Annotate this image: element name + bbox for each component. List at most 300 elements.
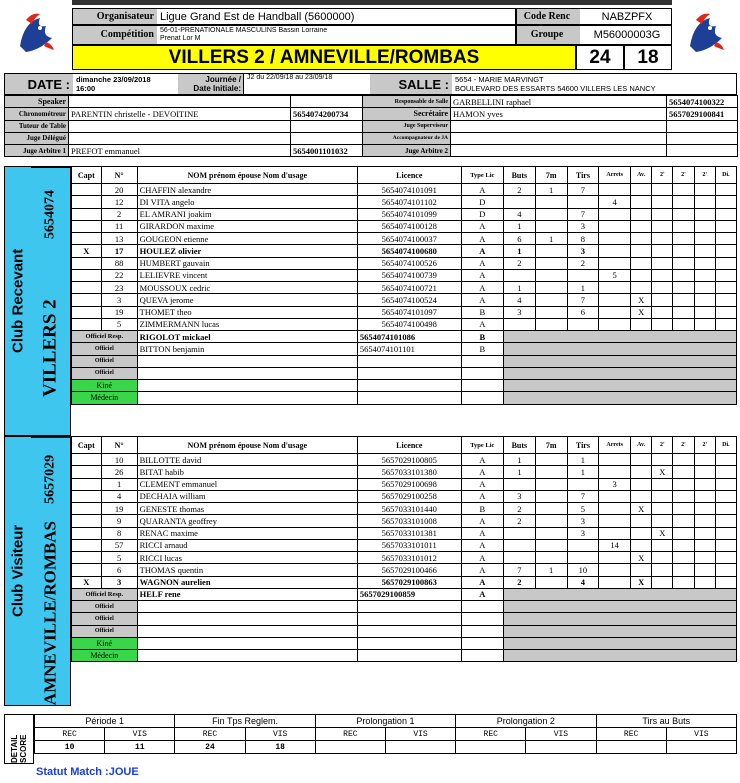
- home-player-name: HOULEZ olivier: [137, 245, 357, 257]
- away-player-name: RICCI lucas: [137, 552, 357, 564]
- home-player-m7: 1: [535, 233, 567, 245]
- home-player-type: A: [461, 220, 503, 232]
- home-kine-blank: [504, 380, 737, 392]
- home-player-d2: [673, 233, 694, 245]
- home-player-buts: 2: [504, 184, 536, 196]
- home-player-av: [631, 282, 652, 294]
- home-col-tirs: Tirs: [567, 167, 599, 184]
- home-col-arrets: Arrets: [599, 167, 631, 184]
- away-player-name: QUARANTA geoffrey: [137, 515, 357, 527]
- home-col-capt: Capt: [72, 167, 102, 184]
- away-player-av: [631, 564, 652, 576]
- away-staff-licence: [357, 625, 461, 637]
- groupe-row: [516, 25, 672, 45]
- home-player-row: [72, 306, 737, 318]
- away-player-capt: [72, 564, 102, 576]
- home-medecin-licence: [357, 392, 461, 404]
- accompagnateur-label: Accompagnateur de JA: [363, 132, 451, 144]
- away-player-m7: [535, 490, 567, 502]
- home-player-num: 2: [101, 208, 137, 220]
- home-player-di: [715, 245, 736, 257]
- away-player-d2: [673, 564, 694, 576]
- home-player-name: LELIEVRE vincent: [137, 269, 357, 281]
- away-player-di: [715, 576, 736, 588]
- away-player-type: A: [461, 552, 503, 564]
- home-col-di: Di.: [715, 167, 736, 184]
- away-player-av: [631, 515, 652, 527]
- home-player-arrets: [599, 257, 631, 269]
- competition-label: Compétition: [73, 26, 157, 44]
- home-kine-type: [461, 380, 503, 392]
- away-staff-row: [72, 588, 737, 600]
- away-player-d2: [673, 478, 694, 490]
- away-player-tirs: [567, 478, 599, 490]
- match-title: VILLERS 2 / AMNEVILLE/ROMBAS: [168, 46, 480, 68]
- home-player-di: [715, 184, 736, 196]
- away-player-buts: 3: [504, 490, 536, 502]
- away-staff-row: [72, 625, 737, 637]
- home-player-d2: [673, 245, 694, 257]
- home-player-d3: [694, 318, 715, 330]
- home-player-d2: [673, 257, 694, 269]
- home-player-d1: [652, 294, 673, 306]
- chrono-name: PARENTIN christelle - DEVOITINE: [69, 108, 291, 120]
- home-player-d3: [694, 220, 715, 232]
- home-staff-type: B: [461, 343, 503, 355]
- away-col-buts: Buts: [504, 437, 536, 454]
- home-player-row: [72, 196, 737, 208]
- home-player-capt: [72, 282, 102, 294]
- away-player-av: [631, 539, 652, 551]
- home-player-arrets: [599, 233, 631, 245]
- home-player-d3: [694, 294, 715, 306]
- away-col-di: Di.: [715, 437, 736, 454]
- home-player-name: CHAFFIN alexandre: [137, 184, 357, 196]
- score-side-row: [35, 728, 737, 741]
- away-player-lic: 5657029100258: [357, 490, 461, 502]
- home-kine-row: [72, 380, 737, 392]
- home-player-row: [72, 282, 737, 294]
- code-value: NABZPFX: [601, 10, 653, 23]
- home-player-num: 20: [101, 184, 137, 196]
- away-staff-licence: [357, 601, 461, 613]
- home-player-lic: 5654074101102: [357, 196, 461, 208]
- home-staff-row: [72, 331, 737, 343]
- away-player-d1: [652, 503, 673, 515]
- away-player-d3: [694, 576, 715, 588]
- responsable-name: GARBELLINI raphael: [451, 96, 667, 108]
- away-staff-role: Officiel: [72, 613, 138, 625]
- away-col-m7: 7m: [535, 437, 567, 454]
- away-player-name: CLEMENT emmanuel: [137, 478, 357, 490]
- home-staff-licence: [357, 367, 461, 379]
- score-rec-label: REC: [175, 728, 245, 741]
- away-player-buts: 2: [504, 576, 536, 588]
- chrono-label: Chronométreur: [5, 108, 69, 120]
- organisateur-label: Organisateur: [73, 9, 157, 24]
- away-kine-type: [461, 637, 503, 649]
- home-side-panel: [4, 166, 71, 436]
- away-player-capt: [72, 527, 102, 539]
- home-staff-licence: 5654074101086: [357, 331, 461, 343]
- officials-table: [4, 95, 738, 157]
- away-player-d3: [694, 490, 715, 502]
- away-player-row: [72, 466, 737, 478]
- home-medecin-type: [461, 392, 503, 404]
- home-player-d2: [673, 196, 694, 208]
- away-player-lic: 5657033101008: [357, 515, 461, 527]
- code-row: [516, 8, 672, 25]
- away-player-name: RICCI arnaud: [137, 539, 357, 551]
- away-medecin-name: [137, 650, 357, 662]
- away-player-capt: [72, 503, 102, 515]
- home-staff-row: [72, 367, 737, 379]
- away-player-tirs: 3: [567, 515, 599, 527]
- home-player-type: A: [461, 184, 503, 196]
- home-player-buts: 1: [504, 282, 536, 294]
- score-period-label: Prolongation 2: [456, 715, 596, 728]
- away-player-type: A: [461, 527, 503, 539]
- score-rec-value: [456, 741, 526, 754]
- home-player-m7: [535, 294, 567, 306]
- home-col-d1: 2': [652, 167, 673, 184]
- away-player-buts: 2: [504, 515, 536, 527]
- away-player-buts: 7: [504, 564, 536, 576]
- away-player-di: [715, 503, 736, 515]
- home-player-lic: 5654074100526: [357, 257, 461, 269]
- away-player-d1: [652, 490, 673, 502]
- away-staff-role: Officiel: [72, 601, 138, 613]
- home-player-tirs: 7: [567, 294, 599, 306]
- home-player-buts: 4: [504, 208, 536, 220]
- home-col-d2: 2': [673, 167, 694, 184]
- home-col-type: Type Lic: [461, 167, 503, 184]
- away-player-m7: [535, 503, 567, 515]
- away-player-d2: [673, 454, 694, 466]
- home-player-m7: [535, 196, 567, 208]
- away-player-m7: [535, 539, 567, 551]
- journee-value: J2 du 22/09/18 au 23/09/18: [243, 74, 370, 94]
- home-player-d2: [673, 282, 694, 294]
- home-player-buts: [504, 269, 536, 281]
- home-player-d1: [652, 306, 673, 318]
- score-vis-value: [526, 741, 596, 754]
- away-player-m7: [535, 466, 567, 478]
- home-player-av: [631, 196, 652, 208]
- away-player-type: A: [461, 466, 503, 478]
- score-rec-value: [315, 741, 385, 754]
- home-player-d2: [673, 184, 694, 196]
- home-staff-blank: [504, 355, 737, 367]
- home-kine-name: [137, 380, 357, 392]
- home-player-capt: [72, 294, 102, 306]
- away-player-tirs: 3: [567, 527, 599, 539]
- home-player-buts: 3: [504, 306, 536, 318]
- away-staff-role: Officiel: [72, 625, 138, 637]
- away-col-capt: Capt: [72, 437, 102, 454]
- away-player-d3: [694, 564, 715, 576]
- away-player-capt: [72, 466, 102, 478]
- away-player-d3: [694, 454, 715, 466]
- away-player-name: GENESTE thomas: [137, 503, 357, 515]
- salle-line1: 5654 - MARIE MARVINGT: [455, 75, 544, 84]
- home-player-type: D: [461, 196, 503, 208]
- home-player-capt: [72, 196, 102, 208]
- away-player-m7: [535, 527, 567, 539]
- home-player-av: X: [631, 294, 652, 306]
- away-player-tirs: [567, 539, 599, 551]
- away-player-d2: [673, 490, 694, 502]
- away-player-capt: [72, 478, 102, 490]
- home-kine-label: Kiné: [72, 380, 138, 392]
- home-staff-blank: [504, 367, 737, 379]
- speaker-label: Speaker: [5, 96, 69, 108]
- home-player-d1: [652, 257, 673, 269]
- away-player-d3: [694, 527, 715, 539]
- home-player-row: [72, 269, 737, 281]
- home-team-table: [71, 166, 737, 405]
- home-player-buts: 2: [504, 257, 536, 269]
- away-player-buts: [504, 478, 536, 490]
- home-player-av: [631, 184, 652, 196]
- home-player-d1: [652, 245, 673, 257]
- home-medecin-row: [72, 392, 737, 404]
- away-player-d3: [694, 503, 715, 515]
- superviseur-label: Juge Superviseur: [363, 120, 451, 132]
- away-staff-licence: [357, 613, 461, 625]
- away-player-num: 19: [101, 503, 137, 515]
- ffhb-logo-left: [6, 6, 66, 66]
- responsable-licence: 5654074100322: [667, 96, 738, 108]
- home-side-label: Club Recevant: [9, 248, 27, 354]
- home-player-capt: [72, 257, 102, 269]
- home-player-di: [715, 233, 736, 245]
- away-staff-name: [137, 625, 357, 637]
- home-club-code: 5654074: [31, 167, 70, 262]
- away-player-capt: [72, 552, 102, 564]
- away-player-d2: [673, 515, 694, 527]
- home-player-lic: 5654074101099: [357, 208, 461, 220]
- away-player-d1: [652, 478, 673, 490]
- away-team-table: [71, 436, 737, 662]
- competition-line1: 56-01-PRENATIONALE MASCULINS Bassin Lorraine: [160, 27, 328, 34]
- home-player-d3: [694, 196, 715, 208]
- score-rec-value: [596, 741, 666, 754]
- time-value: 16:00: [76, 84, 96, 93]
- away-player-num: 8: [101, 527, 137, 539]
- away-kine-name: [137, 637, 357, 649]
- away-player-m7: 1: [535, 564, 567, 576]
- home-player-d3: [694, 184, 715, 196]
- away-medecin-label: Médecin: [72, 650, 138, 662]
- away-player-av: [631, 466, 652, 478]
- home-staff-type: [461, 355, 503, 367]
- away-player-num: 26: [101, 466, 137, 478]
- away-player-di: [715, 564, 736, 576]
- away-player-lic: 5657033101440: [357, 503, 461, 515]
- away-player-d1: [652, 454, 673, 466]
- home-player-d1: [652, 318, 673, 330]
- home-club-name: VILLERS 2: [39, 299, 61, 398]
- home-player-buts: [504, 318, 536, 330]
- away-player-d1: [652, 576, 673, 588]
- home-player-m7: [535, 208, 567, 220]
- away-staff-licence: 5657029100859: [357, 588, 461, 600]
- home-player-arrets: [599, 208, 631, 220]
- home-player-capt: [72, 184, 102, 196]
- score-vis-value: 11: [105, 741, 175, 754]
- away-staff-name: [137, 601, 357, 613]
- away-player-row: [72, 454, 737, 466]
- arbitre2-label: Juge Arbitre 2: [363, 145, 451, 157]
- home-player-d1: [652, 196, 673, 208]
- organisateur-value: Ligue Grand Est de Handball (5600000): [160, 10, 355, 23]
- ffhb-logo-right: [676, 6, 736, 66]
- away-player-num: 3: [101, 576, 137, 588]
- home-player-di: [715, 282, 736, 294]
- home-player-av: [631, 245, 652, 257]
- date-label: DATE :: [5, 74, 73, 94]
- home-player-row: [72, 257, 737, 269]
- home-col-m7: 7m: [535, 167, 567, 184]
- home-staff-role: Officiel: [72, 343, 138, 355]
- away-col-d3: 2': [694, 437, 715, 454]
- away-player-buts: [504, 527, 536, 539]
- away-col-arrets: Arrets: [599, 437, 631, 454]
- journee-label: Journée /: [205, 75, 241, 84]
- away-player-num: 9: [101, 515, 137, 527]
- away-player-lic: 5657029100698: [357, 478, 461, 490]
- score-period-row: [35, 715, 737, 728]
- away-player-m7: [535, 515, 567, 527]
- home-player-tirs: [567, 269, 599, 281]
- away-player-type: B: [461, 503, 503, 515]
- home-player-lic: 5654074100739: [357, 269, 461, 281]
- away-player-lic: 5657029100805: [357, 454, 461, 466]
- away-player-tirs: 7: [567, 490, 599, 502]
- score-away: 18: [637, 46, 659, 68]
- home-player-arrets: [599, 184, 631, 196]
- away-player-d3: [694, 552, 715, 564]
- away-player-name: DECHAIA william: [137, 490, 357, 502]
- home-player-buts: 1: [504, 220, 536, 232]
- home-player-di: [715, 220, 736, 232]
- away-player-num: 10: [101, 454, 137, 466]
- detail-score-label: DETAIL SCORE: [10, 734, 28, 763]
- away-team-table-wrap: [71, 436, 737, 662]
- away-player-name: RENAC maxime: [137, 527, 357, 539]
- away-player-arrets: [599, 490, 631, 502]
- home-staff-row: [72, 343, 737, 355]
- away-player-d3: [694, 515, 715, 527]
- home-player-m7: [535, 220, 567, 232]
- competition-line2: Prenat Lor M: [160, 35, 201, 42]
- home-player-num: 17: [101, 245, 137, 257]
- away-player-num: 4: [101, 490, 137, 502]
- away-player-row: [72, 515, 737, 527]
- home-player-arrets: [599, 245, 631, 257]
- home-col-av: Av.: [631, 167, 652, 184]
- home-player-type: A: [461, 257, 503, 269]
- responsable-label: Responsable de Salle: [363, 96, 451, 108]
- away-staff-type: [461, 625, 503, 637]
- secretaire-name: HAMON yves: [451, 108, 667, 120]
- away-player-d2: [673, 527, 694, 539]
- away-player-d2: [673, 539, 694, 551]
- away-player-lic: 5657033101012: [357, 552, 461, 564]
- home-staff-role: Officiel: [72, 355, 138, 367]
- away-player-d1: X: [652, 466, 673, 478]
- away-player-row: [72, 527, 737, 539]
- away-player-name: BILLOTTE david: [137, 454, 357, 466]
- score-rec-label: REC: [35, 728, 105, 741]
- home-player-row: [72, 220, 737, 232]
- home-player-d2: [673, 220, 694, 232]
- delegue-label: Juge Délégué: [5, 132, 69, 144]
- home-player-name: EL AMRANI joakim: [137, 208, 357, 220]
- home-player-av: [631, 257, 652, 269]
- date-row: [4, 73, 737, 95]
- home-player-num: 3: [101, 294, 137, 306]
- away-player-arrets: [599, 466, 631, 478]
- home-player-type: A: [461, 233, 503, 245]
- home-staff-name: [137, 367, 357, 379]
- away-player-capt: [72, 515, 102, 527]
- score-period-label: Prolongation 1: [315, 715, 455, 728]
- home-player-av: [631, 220, 652, 232]
- home-player-num: 23: [101, 282, 137, 294]
- score-vis-label: VIS: [245, 728, 315, 741]
- home-player-name: ZIMMERMANN lucas: [137, 318, 357, 330]
- home-player-m7: [535, 318, 567, 330]
- match-title-bar: [72, 45, 576, 70]
- away-club-name: AMNEVILLE/ROMBAS: [40, 520, 60, 705]
- detail-score-table: [34, 714, 737, 754]
- home-player-capt: [72, 318, 102, 330]
- score-rec-value: 24: [175, 741, 245, 754]
- away-player-d3: [694, 478, 715, 490]
- away-staff-blank: [504, 588, 737, 600]
- home-player-tirs: 8: [567, 233, 599, 245]
- home-player-m7: [535, 257, 567, 269]
- home-player-capt: X: [72, 245, 102, 257]
- away-player-row: [72, 490, 737, 502]
- away-col-d1: 2': [652, 437, 673, 454]
- home-staff-type: [461, 367, 503, 379]
- home-player-buts: 6: [504, 233, 536, 245]
- home-player-d2: [673, 269, 694, 281]
- away-player-type: A: [461, 490, 503, 502]
- home-staff-type: B: [461, 331, 503, 343]
- home-player-di: [715, 269, 736, 281]
- home-player-capt: [72, 220, 102, 232]
- home-player-name: GIRARDON maxime: [137, 220, 357, 232]
- home-staff-name: BITTON benjamin: [137, 343, 357, 355]
- home-player-capt: [72, 233, 102, 245]
- score-home-box: [576, 45, 624, 70]
- home-player-tirs: 7: [567, 184, 599, 196]
- home-kine-licence: [357, 380, 461, 392]
- home-player-row: [72, 208, 737, 220]
- away-player-di: [715, 539, 736, 551]
- home-player-type: B: [461, 306, 503, 318]
- home-player-buts: [504, 196, 536, 208]
- home-player-arrets: [599, 306, 631, 318]
- home-player-av: [631, 269, 652, 281]
- home-player-capt: [72, 208, 102, 220]
- home-player-d2: [673, 294, 694, 306]
- away-player-row: [72, 478, 737, 490]
